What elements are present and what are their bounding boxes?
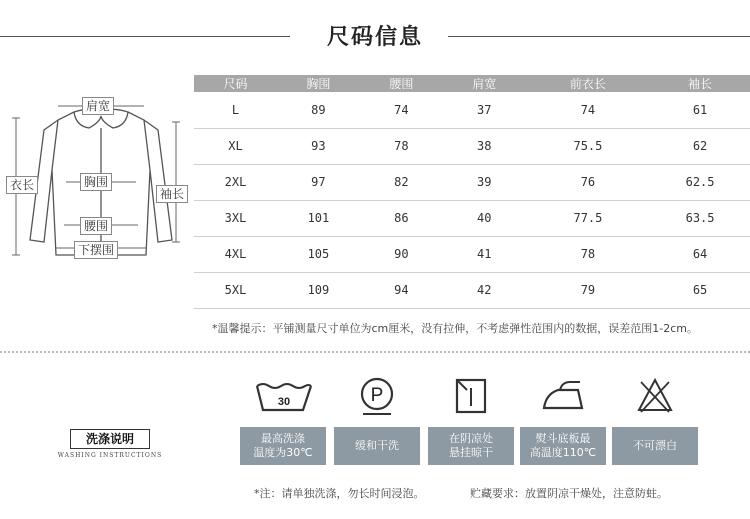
table-cell: 89 (277, 92, 360, 128)
table-cell: 62 (650, 128, 750, 164)
wash-temperature: 30 (277, 396, 291, 408)
table-cell: 93 (277, 128, 360, 164)
svg-text:P: P (370, 385, 384, 406)
table-cell: 82 (360, 164, 443, 200)
sleeve-label: 袖长 (156, 185, 188, 203)
table-cell: 79 (526, 272, 650, 308)
table-cell: 40 (443, 200, 526, 236)
table-cell: 42 (443, 272, 526, 308)
table-cell: 64 (650, 236, 750, 272)
table-cell: 74 (526, 92, 650, 128)
table-cell: 86 (360, 200, 443, 236)
table-cell: 41 (443, 236, 526, 272)
length-label: 衣长 (6, 176, 38, 194)
care-note-storage: 贮藏要求：放置阴凉干燥处，注意防蛀。 (470, 487, 668, 500)
table-cell: 90 (360, 236, 443, 272)
table-cell: 38 (443, 128, 526, 164)
header-size: 尺码 (194, 75, 277, 92)
table-cell: 97 (277, 164, 360, 200)
dry-clean-p-icon (334, 368, 420, 424)
table-cell: 65 (650, 272, 750, 308)
table-row (194, 92, 750, 128)
table-cell: 39 (443, 164, 526, 200)
care-label: 在阴凉处 悬挂晾干 (428, 427, 514, 465)
washing-title: 洗涤说明 (70, 429, 150, 449)
title-row (0, 0, 750, 72)
page-title: 尺码信息 (326, 25, 423, 50)
table-cell: 77.5 (526, 200, 650, 236)
care-label: 缓和干洗 (334, 427, 420, 465)
section-divider (0, 351, 750, 353)
chest-label: 胸围 (80, 173, 112, 191)
care-item-no-bleach (612, 368, 698, 465)
table-cell: 2XL (194, 164, 277, 200)
table-cell: 109 (277, 272, 360, 308)
table-cell: 5XL (194, 272, 277, 308)
table-cell: L (194, 92, 277, 128)
waist-label: 腰围 (80, 217, 112, 235)
iron-icon (520, 368, 606, 424)
table-cell: 3XL (194, 200, 277, 236)
header-sleeve: 袖长 (650, 75, 750, 92)
care-note-wash: *注：请单独洗涤，勿长时间浸泡。 (254, 487, 425, 500)
table-cell: 94 (360, 272, 443, 308)
care-item-wash (240, 368, 326, 465)
table-cell: 75.5 (526, 128, 650, 164)
header-front-length: 前衣长 (526, 75, 650, 92)
table-cell: 37 (443, 92, 526, 128)
table-cell: 105 (277, 236, 360, 272)
header-shoulder: 肩宽 (443, 75, 526, 92)
table-cell: 4XL (194, 236, 277, 272)
table-row (194, 272, 750, 308)
table-cell: 74 (360, 92, 443, 128)
table-row (194, 128, 750, 164)
shirt-measurement-diagram (6, 90, 188, 265)
table-cell: 78 (526, 236, 650, 272)
table-row (194, 164, 750, 200)
care-label: 不可漂白 (612, 427, 698, 465)
care-item-dry-clean (334, 368, 420, 465)
table-cell: 61 (650, 92, 750, 128)
table-cell: 63.5 (650, 200, 750, 236)
care-label: 最高洗涤 温度为30℃ (240, 427, 326, 465)
care-item-iron (520, 368, 606, 465)
shoulder-label: 肩宽 (82, 97, 114, 115)
care-label: 熨斗底板最 高温度110℃ (520, 427, 606, 465)
care-item-hang-dry (428, 368, 514, 465)
washing-subtitle: WASHING INSTRUCTIONS (57, 452, 163, 459)
table-cell: 78 (360, 128, 443, 164)
table-cell: 62.5 (650, 164, 750, 200)
size-table (194, 75, 750, 309)
hem-label: 下摆围 (74, 241, 118, 259)
table-cell: XL (194, 128, 277, 164)
table-row (194, 236, 750, 272)
table-cell: 101 (277, 200, 360, 236)
header-waist: 腰围 (360, 75, 443, 92)
table-row (194, 200, 750, 236)
wash-30-icon (240, 368, 326, 424)
shade-hang-dry-icon (428, 368, 514, 424)
size-note: *温馨提示：平铺测量尺寸单位为cm厘米，没有拉伸，不考虑弹性范围内的数据，误差范围1-2cm。 (212, 322, 698, 335)
size-table-header (194, 75, 750, 92)
table-cell: 76 (526, 164, 650, 200)
no-bleach-icon (612, 368, 698, 424)
header-chest: 胸围 (277, 75, 360, 92)
